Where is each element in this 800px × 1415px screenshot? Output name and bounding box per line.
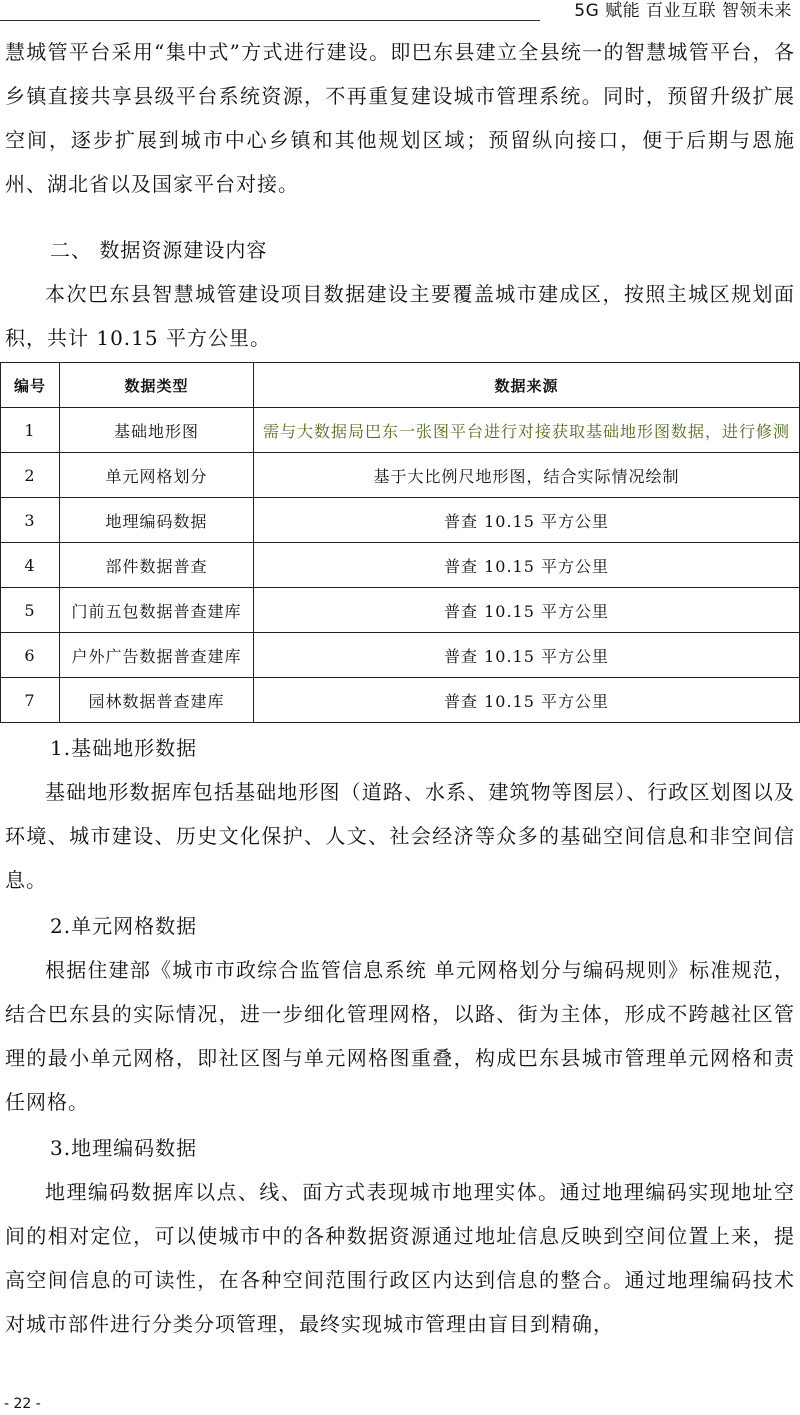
page-number: - 22 -	[4, 1396, 41, 1412]
cell-no: 6	[1, 633, 60, 678]
cell-source: 普查 10.15 平方公里	[254, 678, 800, 723]
cell-no: 7	[1, 678, 60, 723]
header-rule	[0, 20, 540, 21]
table-row	[1, 543, 800, 588]
intro-paragraph: 慧城管平台采用“集中式”方式进行建设。即巴东县建立全县统一的智慧城管平台，各乡镇直接共享县级平台系统资源，不再重复建设城市管理系统。同时，预留升级扩展空间，逐步扩展到城市中心乡镇和其他规划区域；预留纵向接口，便于后期与恩施州、湖北省以及国家平台对接。	[5, 40, 795, 196]
cell-source: 普查 10.15 平方公里	[254, 633, 800, 678]
paragraph-unit-grid: 根据住建部《城市市政综合监管信息系统 单元网格划分与编码规则》标准规范，结合巴东县的实际情况，进一步细化管理网格，以路、街为主体，形成不跨越社区管理的最小单元网格，即社区图与单元网格图重叠，构成巴东县城市管理单元网格和责任网格。	[5, 958, 795, 1114]
cell-no: 2	[1, 453, 60, 498]
cell-no: 3	[1, 498, 60, 543]
table-header-row	[1, 363, 800, 408]
cell-type: 单元网格划分	[60, 453, 254, 498]
cell-type: 基础地形图	[60, 408, 254, 453]
cell-type: 地理编码数据	[60, 498, 254, 543]
column-header-type: 数据类型	[60, 363, 254, 408]
table-row	[1, 408, 800, 453]
table-row	[1, 498, 800, 543]
cell-source: 基于大比例尺地形图，结合实际情况绘制	[254, 453, 800, 498]
paragraph-basic-terrain: 基础地形数据库包括基础地形图（道路、水系、建筑物等图层）、行政区划图以及环境、城市建设、历史文化保护、人文、社会经济等众多的基础空间信息和非空间信息。	[5, 780, 795, 892]
section-body-paragraph: 本次巴东县智慧城管建设项目数据建设主要覆盖城市建成区，按照主城区规划面积，共计 10.15 平方公里。	[5, 282, 795, 350]
table-row	[1, 453, 800, 498]
table-row	[1, 588, 800, 633]
table-row	[1, 633, 800, 678]
subheading-geocoding: 3.地理编码数据	[50, 1136, 198, 1160]
cell-source: 需与大数据局巴东一张图平台进行对接获取基础地形图数据，进行修测	[254, 408, 800, 453]
cell-no: 5	[1, 588, 60, 633]
cell-no: 4	[1, 543, 60, 588]
paragraph-geocoding: 地理编码数据库以点、线、面方式表现城市地理实体。通过地理编码实现地址空间的相对定位，可以使城市中的各种数据资源通过地址信息反映到空间位置上来，提高空间信息的可读性，在各种空间范围行政区内达到信息的整合。通过地理编码技术对城市部件进行分类分项管理，最终实现城市管理由盲目到精确，	[5, 1180, 795, 1336]
data-resources-table	[0, 362, 800, 723]
cell-source: 普查 10.15 平方公里	[254, 498, 800, 543]
table-row	[1, 678, 800, 723]
subheading-unit-grid: 2.单元网格数据	[50, 914, 198, 938]
subheading-basic-terrain: 1.基础地形数据	[50, 736, 198, 760]
cell-source: 普查 10.15 平方公里	[254, 543, 800, 588]
section-heading-data-resources: 二、 数据资源建设内容	[50, 238, 268, 262]
cell-source: 普查 10.15 平方公里	[254, 588, 800, 633]
header-slogan: 5G 赋能 百业互联 智领未来	[574, 1, 792, 21]
cell-type: 门前五包数据普查建库	[60, 588, 254, 633]
cell-type: 户外广告数据普查建库	[60, 633, 254, 678]
cell-no: 1	[1, 408, 60, 453]
cell-type: 园林数据普查建库	[60, 678, 254, 723]
cell-type: 部件数据普查	[60, 543, 254, 588]
column-header-no: 编号	[1, 363, 60, 408]
column-header-source: 数据来源	[254, 363, 800, 408]
